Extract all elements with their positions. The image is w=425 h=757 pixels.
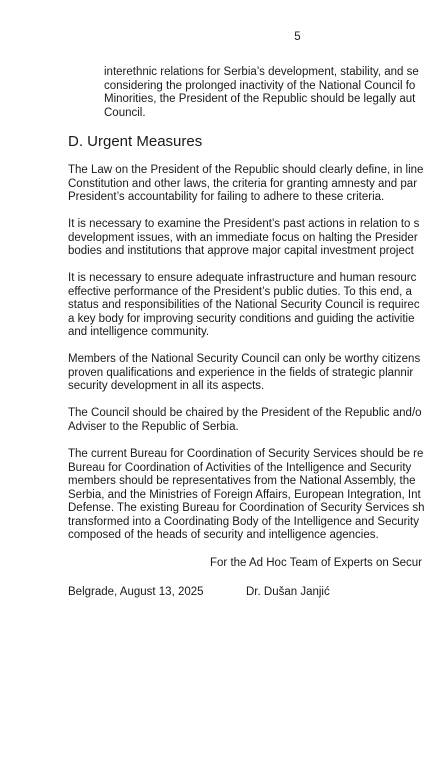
text-line: effective performance of the President’s public duties. To this end, a xyxy=(68,285,412,298)
text-line: President’s accountability for failing to adhere to these criteria. xyxy=(68,191,385,203)
page-number: 5 xyxy=(294,31,301,43)
text-line: It is necessary to examine the President’s past actions in relation to s xyxy=(68,218,420,230)
paragraph-examine-actions xyxy=(68,218,425,259)
text-line: Adviser to the Republic of Serbia. xyxy=(68,420,239,433)
author-name: Dr. Dušan Janjić xyxy=(246,586,330,598)
place-date: Belgrade, August 13, 2025 xyxy=(68,586,204,598)
section-heading: D. Urgent Measures xyxy=(68,133,203,150)
text-line: Council. xyxy=(104,106,146,119)
text-line: interethnic relations for Serbia’s development, stability, and se xyxy=(104,66,419,78)
text-line: and intelligence community. xyxy=(68,326,210,338)
text-line: The Law on the President of the Republic should clearly define, in line xyxy=(68,164,424,176)
text-line: Minorities, the President of the Republic should be legally aut xyxy=(104,93,416,105)
text-line: security development in all its aspects. xyxy=(68,380,265,392)
text-line: a key body for improving security conditions and guiding the activitie xyxy=(68,312,415,325)
continued-paragraph xyxy=(104,66,425,120)
text-line: Serbia, and the Ministries of Foreign Affairs, European Integration, Int xyxy=(68,488,421,501)
paragraph-council-chair xyxy=(68,407,425,434)
paragraph-council-members xyxy=(68,353,425,394)
text-line: Members of the National Security Council can only be worthy citizens xyxy=(68,353,421,365)
paragraph-law-on-president xyxy=(68,164,425,205)
text-line: composed of the heads of security and intelligence agencies. xyxy=(68,529,379,541)
paragraph-infrastructure xyxy=(68,272,425,340)
signature-line: For the Ad Hoc Team of Experts on Secur xyxy=(210,557,423,569)
text-line: transformed into a Coordinating Body of the Intelligence and Security xyxy=(68,515,419,528)
text-line: status and responsibilities of the National Security Council is requirec xyxy=(68,299,420,311)
paragraph-bureau xyxy=(68,448,425,543)
text-line: considering the prolonged inactivity of the National Council fo xyxy=(104,79,416,92)
text-line: bodies and institutions that approve major capital investment project xyxy=(68,245,414,257)
text-line: The current Bureau for Coordination of Security Services should be re xyxy=(68,448,424,460)
text-line: It is necessary to ensure adequate infrastructure and human resourc xyxy=(68,272,417,284)
text-line: Constitution and other laws, the criteria for granting amnesty and par xyxy=(68,177,418,190)
text-line: development issues, with an immediate focus on halting the Presider xyxy=(68,231,418,244)
text-line: members should be representatives from the National Assembly, the xyxy=(68,475,416,487)
text-line: Defense. The existing Bureau for Coordination of Security Services sh xyxy=(68,502,425,514)
text-line: Bureau for Coordination of Activities of the Intelligence and Security xyxy=(68,461,412,474)
text-line: The Council should be chaired by the President of the Republic and/o xyxy=(68,407,422,419)
text-line: proven qualifications and experience in the fields of strategic plannir xyxy=(68,366,414,379)
